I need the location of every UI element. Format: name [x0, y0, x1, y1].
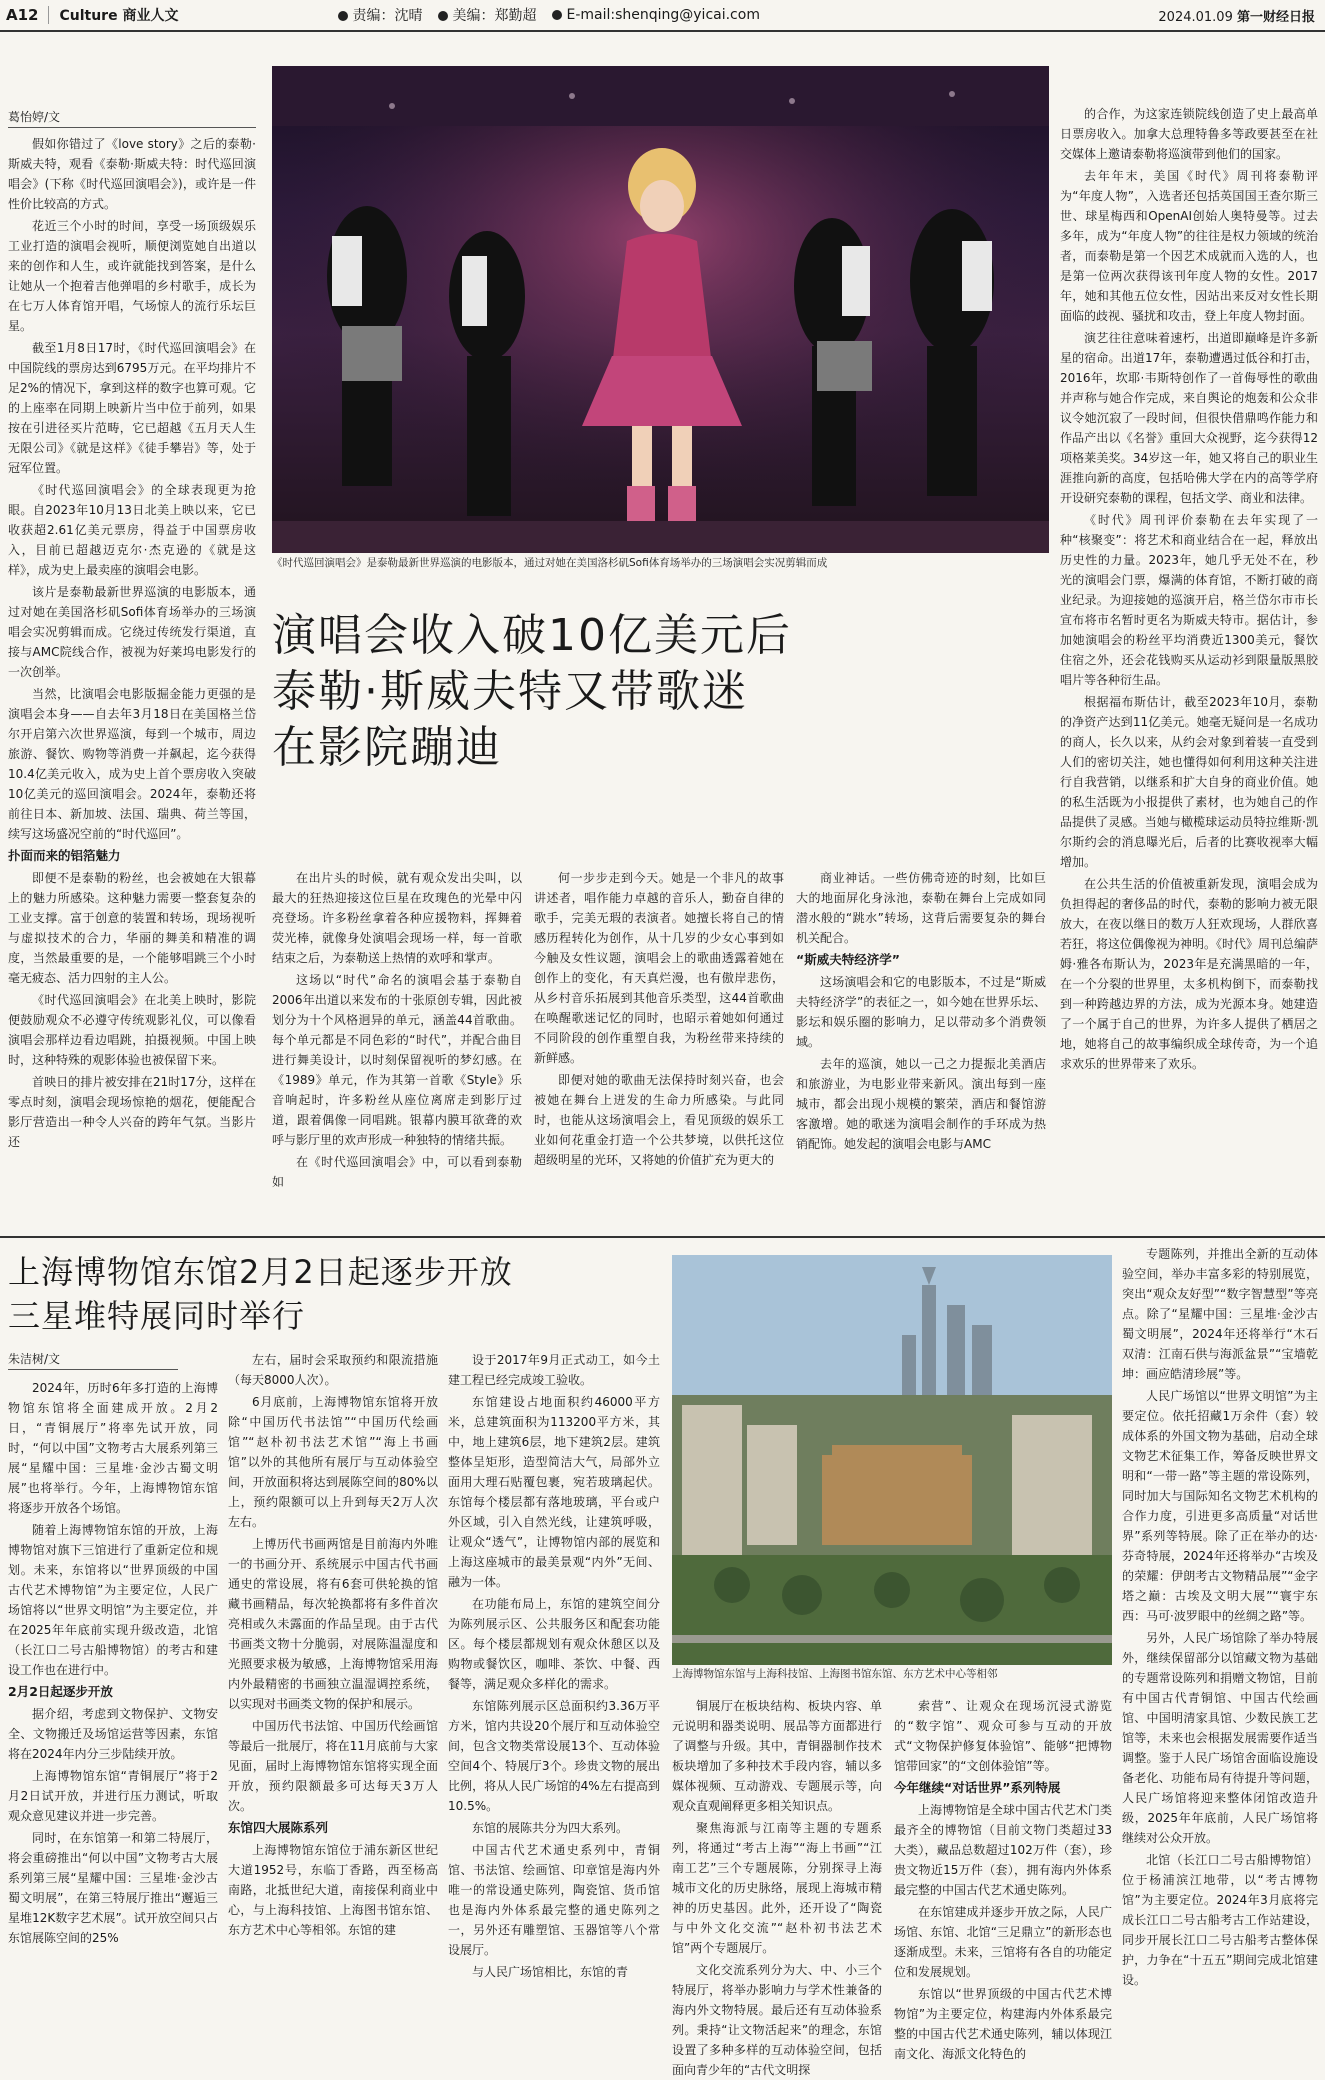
headline-line: 三星堆特展同时举行 [8, 1297, 306, 1335]
article1-column-4 [796, 868, 1046, 1223]
paragraph: 即便不是泰勒的粉丝，也会被她在大银幕上的魅力所感染。这种魅力需要一整套复杂的工业支撑。富于创意的装置和转场，现场视听与虚拟技术的合力，华丽的舞美和精准的调度，当然最重要的是，一个能够唱跳三个小时毫无疲态、活力四射的主人公。 [8, 871, 256, 985]
design-icon [438, 11, 448, 21]
credits [338, 5, 760, 25]
paragraph: 东馆以“世界顶级的中国古代艺术博物馆”为主要定位，构建海内外体系最完整的中国古代艺术通史陈列，辅以体现江南文化、海派文化特色的 [894, 1987, 1112, 2061]
paper-name: 第一财经日报 [1236, 10, 1315, 25]
paragraph: 中国历代书法馆、中国历代绘画馆等最后一批展厅，将在11月底前与大家见面，届时上海博物馆东馆将实现全面开放，预约限额最多可达每天3万人次。 [228, 1719, 438, 1813]
paragraph: 在出片头的时候，就有观众发出尖叫，以最大的狂热迎接这位巨星在玫瑰色的光晕中闪亮登场。许多粉丝拿着各种应援物料，挥舞着荧光棒，就像身处演唱会现场一样，每一首歌结束之后，为泰勒送上热情的欢呼和掌声。 [272, 871, 522, 965]
subheading: 2月2日起逐步开放 [8, 1684, 113, 1699]
paragraph: 商业神话。一些仿佛奇迹的时刻，比如巨大的地面屏化身泳池，泰勒在舞台上完成如同潜水般的“跳水”转场，这背后需要复杂的舞台机关配合。 [796, 871, 1046, 945]
article2-column-4 [672, 1696, 882, 2077]
edit-icon [338, 11, 348, 21]
article1-column-5 [1060, 104, 1318, 1224]
subheading: 东馆四大展陈系列 [228, 1820, 329, 1835]
paragraph: 去年年末，美国《时代》周刊将泰勒评为“年度人物”，入选者还包括英国国王查尔斯三世、球星梅西和OpenAI创始人奥特曼等。过去多年，成为“年度人物”的往往是权力领域的统治者，而泰勒是第一个因艺术成就而入选的人，也是第一位两次获得该刊年度人物的女性。2017年，她和其他五位女性，因站出来反对女性长期面临的歧视、骚扰和攻击，登上年度人物封面。 [1060, 169, 1318, 323]
article1-headline [272, 608, 972, 776]
paragraph: 中国古代艺术通史系列中，青铜馆、书法馆、绘画馆、印章馆是海内外唯一的常设通史陈列，陶瓷馆、货币馆也是海内外体系最完整的通史陈列之一，另外还有雕塑馆、玉器馆等八个常设展厅。 [448, 1843, 660, 1957]
paragraph: 该片是泰勒最新世界巡演的电影版本，通过对她在美国洛杉矶Sofi体育场举办的三场演唱会实况剪辑而成。它绕过传统发行渠道，直接与AMC院线合作，被视为好莱坞电影发行的一次创举。 [8, 585, 256, 679]
paragraph: 铜展厅在板块结构、板块内容、单元说明和器类说明、展品等方面都进行了调整与升级。其中，青铜器制作技术板块增加了多种技术手段内容，辅以多媒体视频、互动游戏、专题展示等，向观众直观阐释更多相关知识点。 [672, 1699, 882, 1813]
concert-illustration [272, 66, 1049, 553]
paragraph: 随着上海博物馆东馆的开放，上海博物馆对旗下三馆进行了重新定位和规划。未来，东馆将以“世界顶级的中国古代艺术博物馆”为主要定位，人民广场馆将以“世界文明馆”为主要定位，并在2025年年底前实现升级改造，北馆（长江口二号古船博物馆）的考古和建设工作也在进行中。 [8, 1523, 218, 1677]
paragraph: 截至1月8日17时，《时代巡回演唱会》在中国院线的票房达到6795万元。在平均排片不足2%的情况下，拿到这样的数字也算可观。它的上座率在同期上映新片当中位于前列，如果按在引进径买片范畴，它已超越《五月天人生无限公司》《就是这样》《徒手攀岩》等，处于冠军位置。 [8, 341, 256, 475]
paragraph: 的合作，为这家连锁院线创造了史上最高单日票房收入。加拿大总理特鲁多等政要甚至在社交媒体上邀请泰勒将巡演带到他们的国家。 [1060, 107, 1318, 161]
email-icon [552, 10, 562, 20]
page-number: A12 [0, 6, 49, 24]
paragraph: 去年的巡演，她以一己之力提振北美酒店和旅游业，为电影业带来新风。演出每到一座城市，都会出现小规模的繁荣，酒店和餐馆游客激增。她的歌迷为演唱会制作的手环成为热销配饰。她发起的演唱会电影与AMC [796, 1057, 1046, 1151]
paragraph: 东馆陈列展示区总面积约3.36万平方米，馆内共设20个展厅和互动体验空间，包含文物类常设展13个、互动体验空间4个、特展厅3个。珍贵文物的展出比例，将从人民广场馆的4%左右提高到10.5%。 [448, 1699, 660, 1813]
subheading: 今年继续“对话世界”系列特展 [894, 1780, 1061, 1795]
article2-headline [8, 1250, 648, 1338]
subheading: 扑面而来的铝箔魅力 [8, 848, 121, 863]
article2-column-6 [1122, 1244, 1318, 2008]
article2-column-5 [894, 1696, 1112, 2061]
museum-photo [672, 1255, 1112, 1665]
paragraph: 同时，在东馆第一和第二特展厅，将会重磅推出“何以中国”文物考古大展系列第三展“星耀中国：三星堆·金沙古蜀文明展”，在第三特展厅推出“邂逅三星堆12K数字艺术展”。试开放空间只占东馆展陈空间的25% [8, 1831, 218, 1945]
paragraph: 即便对她的歌曲无法保持时刻兴奋，也会被她在舞台上迸发的生命力所感染。与此同时，也能从这场演唱会上，看见顶级的娱乐工业如何花重金打造一个公共梦境，以供托这位超级明星的光环，又将她的价值扩充为更大的 [534, 1073, 784, 1167]
headline-line: 上海博物馆东馆2月2日起逐步开放 [8, 1253, 513, 1291]
paragraph: 上海博物馆东馆位于浦东新区世纪大道1952号，东临丁香路，西至杨高南路，北抵世纪大道，南接保利商业中心，与上海科技馆、上海图书馆东馆、东方艺术中心等相邻。东馆的建 [228, 1843, 438, 1937]
section-divider [0, 1236, 1325, 1238]
paragraph: 2024年，历时6年多打造的上海博物馆东馆将全面建成开放。2月2日，“青铜展厅”将率先试开放，同时，“何以中国”文物考古大展系列第三展“星耀中国：三星堆·金沙古蜀文明展”也将举行。今年，上海博物馆东馆将逐步开放各个场馆。 [8, 1381, 218, 1515]
paragraph: 《时代巡回演唱会》的全球表现更为抢眼。自2023年10月13日北美上映以来，它已收获超2.61亿美元票房，得益于中国票房收入，目前已超越迈克尔·杰克逊的《就是这样》，成为史上最卖座的演唱会电影。 [8, 483, 256, 577]
article2-byline: 朱洁树/文 [8, 1350, 178, 1370]
paragraph: 据介绍，考虑到文物保护、文物安全、文物搬迁及场馆运营等因素，东馆将在2024年内分三步陆续开放。 [8, 1707, 218, 1761]
paragraph: 这场演唱会和它的电影版本，不过是“斯威夫特经济学”的表征之一，如今她在世界乐坛、影坛和娱乐圈的影响力，足以带动多个消费领域。 [796, 975, 1046, 1049]
section-title: Culture 商业人文 [59, 8, 179, 24]
paragraph: 演艺往往意味着速朽，出道即巅峰是许多新星的宿命。出道17年，泰勒遭遇过低谷和打击，2016年，坎耶·韦斯特创作了一首侮辱性的歌曲并声称与她合作完成，来自舆论的炮轰和公众非议令她沉寂了一段时间，但很快借鼎鸣作能力和作品产出以《名誉》重回大众视野，迄今获得12项格莱美奖。34岁这一年，她又将自己的职业生涯推向新的高度，包括哈佛大学在内的高等学府开设研究泰勒的课程，包括文学、商业和法律。 [1060, 331, 1318, 505]
paragraph: 左右，届时会采取预约和限流措施（每天8000人次）。 [228, 1353, 438, 1387]
email-credit: E-mail:shenqing@yicai.com [552, 7, 760, 23]
paragraph: 首映日的排片被安排在21时17分，这样在零点时刻，演唱会现场惊艳的烟花，便能配合影厅营造出一种令人兴奋的跨年气氛。当影片还 [8, 1075, 256, 1149]
paragraph: 设于2017年9月正式动工，如今土建工程已经完成竣工验收。 [448, 1353, 660, 1387]
paragraph: 索营”、让观众在现场沉浸式游览的“数字馆”、观众可参与互动的开放式“文物保护修复体验馆”、能够“把博物馆带回家”的“文创体验馆”等。 [894, 1699, 1112, 1773]
headline-line: 演唱会收入破10亿美元后 [272, 610, 792, 661]
headline-line: 在影院蹦迪 [272, 722, 502, 773]
editor-credit: 责编：沈晴 [338, 5, 422, 25]
article2-column-2 [228, 1350, 438, 2008]
paragraph: 东馆建设占地面积约46000平方米，总建筑面积为113200平方米，其中，地上建筑6层，地下建筑2层。建筑整体呈矩形，造型简洁大气，局部外立面用大理石贴覆包裹，宛若玻璃起伏。东馆每个楼层都有落地玻璃，平台或户外区域，引入自然光线，让建筑呼吸，让观众“透气”，让博物馆内部的展览和上海这座城市的最美景观“内外”无间、融为一体。 [448, 1395, 660, 1589]
paragraph: 这场以“时代”命名的演唱会基于泰勒自2006年出道以来发布的十张原创专辑，因此被划分为十个风格迥异的单元，涵盖44首歌曲。每个单元都是不同色彩的“时代”，并配合曲目进行舞美设计，以时刻保留视听的梦幻感。在《1989》单元，作为其第一首歌《Style》乐音响起时，许多粉丝从座位离席走到影厅过道，跟着偶像一同唱跳。银幕内膜耳欲聋的欢呼与影厅里的欢声形成一种独特的情绪共振。 [272, 973, 522, 1147]
article2-column-3 [448, 1350, 660, 2008]
paragraph: 6月底前，上海博物馆东馆将开放除“中国历代书法馆”“中国历代绘画馆”“赵朴初书法艺术馆”“海上书画馆”以外的其他所有展厅与互动体验空间，开放面积将达到展陈空间的80%以上，预约限额可以上升到每天2万人次左右。 [228, 1395, 438, 1529]
paragraph: 《时代巡回演唱会》在北美上映时，影院便鼓励观众不必遵守传统观影礼仪，可以像看演唱会那样边看边唱跳，拍摄视频。中国上映时，这种特殊的观影体验也被保留下来。 [8, 993, 256, 1067]
paragraph: 何一步步走到今天。她是一个非凡的故事讲述者，唱作能力卓越的音乐人，勤奋自律的歌手，完美无瑕的表演者。她擅长将自己的情感历程转化为创作，从十几岁的少女心事到如今触及女性议题，演唱会上的歌曲透露着她在创作上的变化，有天真烂漫，也有傲岸悲伤，从乡村音乐拓展到其他音乐类型，这44首歌曲在唤醒歌迷记忆的同时，也昭示着她如何通过不同阶段的创作重塑自我，为粉丝带来持续的新鲜感。 [534, 871, 784, 1065]
paragraph: 东馆的展陈共分为四大系列。 [472, 1821, 629, 1835]
article1-column-1 [8, 134, 256, 1224]
paragraph: 花近三个小时的时间，享受一场顶级娱乐工业打造的演唱会视听，顺便浏览她自出道以来的创作和人生，或许就能找到答案，是什么让她从一个抱着吉他弹唱的乡村歌手，成长为在七万人体育馆开唱，气场惊人的流行乐坛巨星。 [8, 219, 256, 333]
paragraph: 北馆（长江口二号古船博物馆）位于杨浦滨江地带，以“考古博物馆”为主要定位。2024年3月底将完成长江口二号古船考古工作站建设，同步开展长江口二号古船考古整体保护，力争在“十五五”期间完成北馆建设。 [1122, 1853, 1318, 1987]
issue-date: 2024.01.09 第一财经日报 [1158, 10, 1315, 25]
article2-photo-caption: 上海博物馆东馆与上海科技馆、上海图书馆东馆、东方艺术中心等相邻 [672, 1668, 998, 1680]
paragraph: 在功能布局上，东馆的建筑空间分为陈列展示区、公共服务区和配套功能区。每个楼层都规划有观众休憩区以及购物或餐饮区，咖啡、茶饮、中餐、西餐等，满足观众多样化的需求。 [448, 1597, 660, 1691]
paragraph: 《时代》周刊评价泰勒在去年实现了一种“核聚变”：将艺术和商业结合在一起，释放出历史性的力量。2023年，她几乎无处不在，秒光的演唱会门票，爆满的体育馆，不断打破的商业纪录。为迎接她的巡演开启，格兰岱尔市市长宣布将市名暂时更名为斯威夫特市。据估计，参加她演唱会的粉丝平均消费近1300美元，餐饮住宿之外，还会花钱购买从运动衫到限量版黑胶唱片等各种衍生品。 [1060, 513, 1318, 687]
paragraph: 专题陈列，并推出全新的互动体验空间，举办丰富多彩的特别展览，突出“观众友好型”“数字智慧型”等亮点。除了“星耀中国：三星堆·金沙古蜀文明展”，2024年还将举行“木石双清：江南石供与海派盆景”“宝墙乾坤：画应皓清珍展”等。 [1122, 1247, 1318, 1381]
paragraph: 与人民广场馆相比，东馆的青 [472, 1965, 629, 1979]
paragraph: 上海博物馆东馆“青铜展厅”将于2月2日试开放，并进行压力测试，听取观众意见建议并进一步完善。 [8, 1769, 218, 1823]
paragraph: 另外，人民广场馆除了举办特展外，继续保留部分以馆藏文物为基础的专题常设陈列和捐赠文物馆，目前有中国古代青铜馆、中国古代绘画馆、中国明清家具馆、少数民族工艺馆等，未来也会根据发展需要作适当调整。鉴于人民广场馆舍面临设施设备老化、功能布局有待提升等问题，人民广场馆将迎来整体闭馆改造升级，2025年年底前，人民广场馆将继续对公众开放。 [1122, 1631, 1318, 1845]
article1-photo-caption: 《时代巡回演唱会》是泰勒最新世界巡演的电影版本，通过对她在美国洛杉矶Sofi体育场举办的三场演唱会实况剪辑而成 [272, 557, 828, 569]
paragraph: 根据福布斯估计，截至2023年10月，泰勒的净资产达到11亿美元。她毫无疑问是一名成功的商人，长久以来，从约会对象到着装一直受到人们的密切关注，她也懂得如何利用这种关注进行自我营销，以继系和扩大自身的商业价值。她的私生活既为小报提供了素材，也为她自己的作品提供了灵感。当她与橄榄球运动员特拉维斯·凯尔斯约会的消息曝光后，后者的比赛收视率大幅增加。 [1060, 695, 1318, 869]
article1-byline: 葛怡婷/文 [8, 108, 256, 128]
paragraph: 文化交流系列分为大、中、小三个特展厅，将举办影响力与学术性兼备的海内外文物特展。最后还有互动体验系列。秉持“让文物活起来”的理念，东馆设置了多种多样的互动体验空间，包括面向青少年的“古代文明探 [672, 1963, 882, 2077]
paragraph: 假如你错过了《love story》之后的泰勒·斯威夫特，观看《泰勒·斯威夫特：时代巡回演唱会》(下称《时代巡回演唱会》)，或许是一件性价比较高的方式。 [8, 137, 256, 211]
article1-column-2 [272, 868, 522, 1223]
paragraph: 在东馆建成并逐步开放之际，人民广场馆、东馆、北馆“三足鼎立”的新形态也逐渐成型。未来，三馆将有各自的功能定位和发展规划。 [894, 1905, 1112, 1979]
paragraph: 聚焦海派与江南等主题的专题系列，将通过“考古上海”“海上书画”“江南工艺”三个专题展陈，分别探寻上海城市文化的历史脉络，展现上海城市精神的历史基因。此外，还开设了“陶瓷与中外文化交流”“赵朴初书法艺术馆”两个专题展厅。 [672, 1821, 882, 1955]
paragraph: 人民广场馆以“世界文明馆”为主要定位。依托招藏1万余件（套）较成体系的外国文物为基础，启动全球文物艺术征集工作，筹备反映世界文明和“一带一路”等主题的常设陈列，同时加大与国际知名文物艺术机构的合作力度，引进更多高质量“对话世界”系列等特展。除了正在举办的达·芬奇特展，2024年还将举办“古埃及的荣耀：伊朗考古文物精品展”“金字塔之巅：古埃及文明大展”“寰宇东西：马可·波罗眼中的丝绸之路”等。 [1122, 1389, 1318, 1623]
paragraph: 上海博物馆是全球中国古代艺术门类最齐全的博物馆（目前文物门类超过33大类），藏品总数超过102万件（套），珍贵文物近15万件（套），拥有海内外体系最完整的中国古代艺术通史陈列。 [894, 1803, 1112, 1897]
concert-photo [272, 66, 1049, 553]
headline-line: 泰勒·斯威夫特又带歌迷 [272, 666, 748, 717]
article1-column-3 [534, 868, 784, 1223]
paragraph: 上博历代书画两馆是目前海内外唯一的书画分开、系统展示中国古代书画通史的常设展，将有6套可供轮换的馆藏书画精品，每次轮换都将有多件首次亮相或久未露面的作品呈现。由于古代书画类文物十分脆弱，对展陈温湿度和光照要求极为敏感，上海博物馆采用海内外最精密的书画独立温湿调控系统，以实现对书画类文物的保护和展示。 [228, 1537, 438, 1711]
paragraph: 在《时代巡回演唱会》中，可以看到泰勒如 [272, 1155, 522, 1189]
paragraph: 在公共生活的价值被重新发现，演唱会成为负担得起的奢侈品的时代，泰勒的影响力被无限放大，在夜以继日的数万人狂欢现场，人群欣喜若狂，将这位偶像视为神明。《时代》周刊总编萨姆·雅各布斯认为，2023年是充满黑暗的一年，在一个分裂的世界里，太多机构倒下，而泰勒找到一种跨越边界的方法，成为光源本身。她建造了一个属于自己的世界，为许多人提供了栖居之地，她将自己的故事编织成全球传奇，为一个追求欢乐的世界带来了欢乐。 [1060, 877, 1319, 1071]
masthead [0, 0, 1325, 32]
designer-credit: 美编：郑勤超 [438, 5, 536, 25]
museum-illustration [672, 1255, 1112, 1665]
article2-column-1 [8, 1378, 218, 2008]
paragraph: 当然，比演唱会电影版掘金能力更强的是演唱会本身——自去年3月18日在美国格兰岱尔开启第六次世界巡演，每到一个城市，周边旅游、餐饮、购物等消费一并飙起，迄今获得10.4亿美元收入，成为史上首个票房收入突破10亿美元的巡回演唱会。2024年，泰勒还将前往日本、新加坡、法国、瑞典、荷兰等国，续写这场盛况空前的“时代巡回”。 [8, 687, 256, 841]
subheading: “斯威夫特经济学” [796, 952, 900, 967]
